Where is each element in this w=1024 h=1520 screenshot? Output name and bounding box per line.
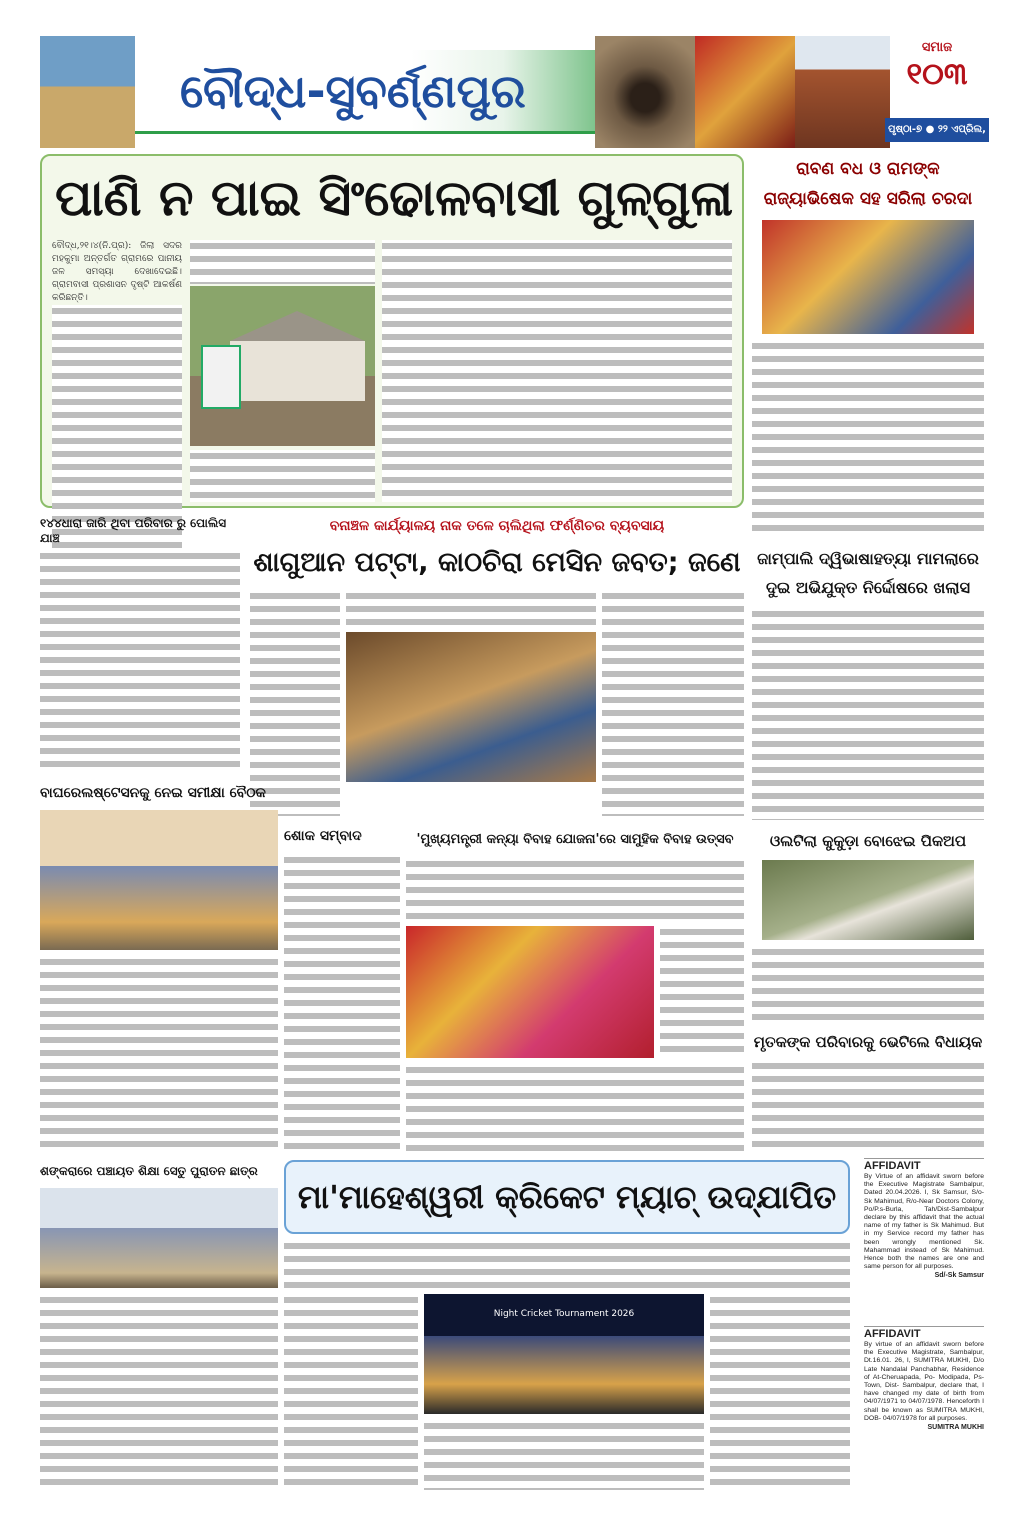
jampali-story [752,544,984,820]
marriage-photo [406,926,654,1058]
page-info: ପୃଷ୍ଠା-୭ ● ୨୨ ଏପ୍ରିଲ, ୨୦୨୬ [885,118,989,142]
section-144-headline: ୧୪୪ଧାରା ଜାରି ଥିବା ପରିବାର ରୁ ପୋଲିସ ଯାଞ୍ଚ [40,516,227,545]
cricket-bottom-body [424,1420,704,1490]
affidavit-2-sign: SUMITRA MUKHI [927,1424,984,1432]
pickup-headline: ଓଲଟିଲା କୁକୁଡ଼ା ବୋଝେଇ ପିକଅପ [769,832,967,850]
marriage-story [406,826,744,1152]
education-photo [40,1188,278,1288]
affidavit-1-sign: Sd/-Sk Samsur [934,1272,984,1280]
forest-kicker: ବନାଞ୍ଚଳ କାର୍ଯ୍ୟାଳୟ ନାକ ତଳେ ଚାଲିଥିଲା ଫର୍ଣ୍ଣିଚର ବ୍ୟବସାୟ [329,518,665,534]
marriage-side-body [660,926,744,1058]
cricket-headline: ମା'ମାହେଶ୍ୱରୀ କ୍ରିକେଟ ମ୍ୟାଚ୍ ଉଦ୍‌ଯାପିତ [297,1178,837,1216]
text-lines [406,858,744,922]
text-lines [660,926,744,1058]
text-lines [752,946,984,1022]
affidavit-1 [864,1158,984,1318]
text-lines [406,1064,744,1152]
main-headline: ପାଣି ନ ପାଇ ସିଂଢୋଳବାସୀ ଗୁଳ୍‌ଗୁଳା [54,169,734,227]
affidavit-2-text: By virtue of an affidavit sworn before the Executive Magistrate, Sambalpur, Dt.16.01. 26, I, SUMITRA MUKHI, D/o Late Nandalal Panchabhar, Residence of At-Cheruapada, Po- Modipada, Ps-Town, Dist- Sambalpur, declare that, I have changed my date of birth from 04/07/1971 to 04/07/1978. Henceforth I shall be known as SUMITRA MUKHI, DOB- 04/07/1978 for all purposes. [864,1341,984,1422]
education-story [40,1158,278,1488]
brand-badge [890,36,984,118]
marriage-top-body [406,858,744,922]
header-photo-cave [595,36,695,148]
main-story-col-2b [190,450,375,502]
affidavit-1-title: AFFIDAVIT [864,1160,921,1172]
mla-body [752,1060,984,1154]
affidavit-2-title: AFFIDAVIT [864,1328,921,1340]
text-lines [284,1294,418,1490]
cricket-top-body [284,1240,850,1292]
forest-col-2 [346,590,596,630]
header-ribbon [135,50,595,134]
marriage-bottom-body [406,1064,744,1152]
tank-illustration [190,286,375,446]
ramleela-story [752,154,984,536]
section-144-body [40,550,240,774]
main-story-lede: ବୌଦ୍ଧ,୨୧।୪(ନି.ପ୍ର): ଜିଲା ସଦର ମହକୁମା ଅନ୍ତର୍ଗତ ଗ୍ରାମରେ ପାନୀୟ ଜଳ ସମସ୍ୟା ଦେଖାଦେଇଛି। ଗ୍ରାମବାସୀ ପ୍ରଶାସନ ଦୃଷ୍ଟି ଆକର୍ଷଣ କରିଛନ୍ତି। [52,241,182,303]
education-headline: ଶଙ୍କରାରେ ପଞ୍ଚାୟତ ଶିକ୍ଷା ସେତୁ ପୁରାତନ ଛାତ୍ର [40,1164,258,1178]
ramleela-photo [762,220,974,334]
station-story [40,780,278,1152]
affidavit-2 [864,1326,984,1486]
condolence-body [284,854,400,1152]
cricket-story [284,1160,850,1490]
mla-story [752,1028,984,1154]
main-photo-water-tank [190,286,375,446]
text-lines [40,956,278,1152]
jampali-body [752,608,984,820]
header-photo-bridge [40,36,135,148]
header-photo-idol [695,36,795,148]
forest-headline: ଶାଗୁଆନ ପଟ୍ଟା, କାଠଚିରା ମେସିନ ଜବତ; ଜଣେ [253,547,741,578]
station-headline: ବାଘରେଲଷ୍ଟେସନକୁ ନେଇ ସମୀକ୍ଷା ବୈଠକ [40,785,266,801]
marriage-headline: 'ମୁଖ୍ୟମନ୍ତ୍ରୀ କନ୍ୟା ବିବାହ ଯୋଜନା'ରେ ସାମୁହିକ ବିବାହ ଉତ୍ସବ [416,832,734,847]
text-lines [382,240,732,502]
header-photo-temple [795,36,890,148]
text-lines [284,1240,850,1292]
section-144-story [40,516,240,774]
condolence-story [284,822,400,1152]
text-lines [752,340,984,536]
text-lines [346,590,596,630]
text-lines [752,608,984,820]
text-lines [284,854,400,1152]
cricket-left-body [284,1294,418,1490]
forest-col-3 [602,590,744,816]
main-story-box [40,154,744,508]
text-lines [40,1294,278,1488]
cricket-headline-box [284,1160,850,1234]
cricket-photo [424,1294,704,1414]
main-story-col-3 [382,240,732,502]
cricket-right-body [710,1294,850,1490]
jampali-headline: ଜାମ୍ପାଲି ଦ୍ୱିଭାଷାହତ୍ୟା ମାମଲାରେ ଦୁଇ ଅଭିଯୁକ୍ତ ନିର୍ଦ୍ଦୋଷରେ ଖଲାସ [757,549,979,597]
pickup-photo [762,860,974,940]
pickup-body [752,946,984,1022]
pickup-story [752,826,984,1022]
brand-name: ସମାଜ [921,40,953,55]
ramleela-headline: ରାବଣ ବଧ ଓ ରାମଙ୍କ ରାଜ୍ୟାଭିଷେକ ସହ ସରିଲା ଚରଦା [763,159,973,209]
section-title: ବୌଦ୍ଧ-ସୁବର୍ଣ୍ଣପୁର [180,64,526,118]
text-lines [190,240,375,284]
text-lines [40,550,240,774]
anniversary-number: ୧୦୩ [906,57,968,92]
education-body [40,1294,278,1488]
main-story-col-2 [190,240,375,284]
ramleela-body [752,340,984,536]
text-lines [752,1060,984,1154]
text-lines [190,450,375,502]
main-story-col-1 [52,240,182,502]
text-lines [424,1420,704,1490]
text-lines [710,1294,850,1490]
affidavit-1-text: By Virtue of an affidavit sworn before the Executive Magistrate Sambalpur, Dated 20.04.2026. I, Sk Samsur, S/o-Sk Mahimud, R/o-Near Doctors Colony, Po/P.s-Burla, Tah/Dist-Sambalpur declare by this affidavit that the actual name of my father is Sk Mahimud. But in my Service record my father has been wrongly mentioned Sk. Mahammad instead of Sk Mahimud. Hence both the names are one and same person for all purposes. [864,1173,984,1271]
forest-photo [346,632,596,782]
header-banner [40,36,986,159]
station-body [40,956,278,1152]
text-lines [602,590,744,816]
cricket-banner-caption: Night Cricket Tournament 2026 [493,1309,635,1319]
forest-story [250,540,744,816]
station-photo [40,810,278,950]
condolence-headline: ଶୋକ ସମ୍ବାଦ [284,828,362,844]
mla-headline: ମୃତକଙ୍କ ପରିବାରକୁ ଭେଟିଲେ ବିଧାୟକ [753,1033,983,1051]
